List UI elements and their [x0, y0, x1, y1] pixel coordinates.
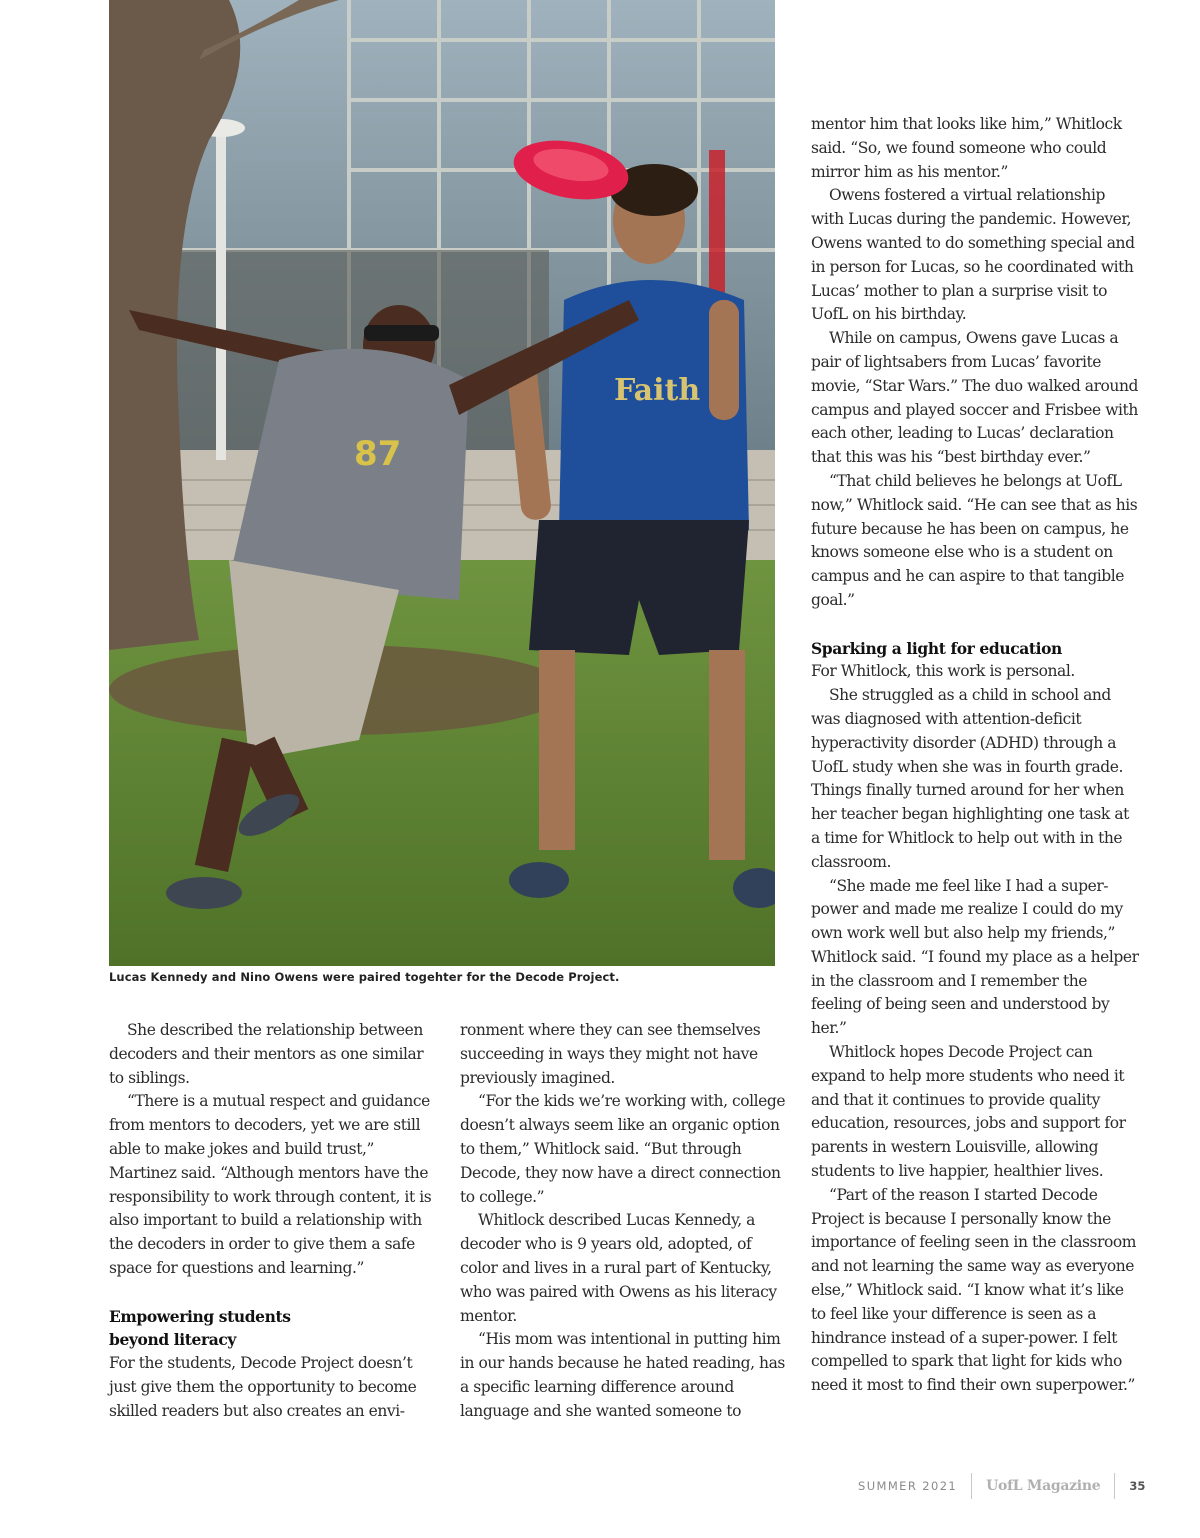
footer-divider — [971, 1473, 972, 1499]
paragraph: While on campus, Owens gave Lucas a pair of lightsabers from Lucas’ favorite movie, “Star Wars.” The duo walked around campus and played soccer and Frisbee with each other, leading to Lucas’ declaration that this was his “best birthday ever.” — [811, 329, 1138, 467]
paragraph: mentor him that looks like him,” Whitlock said. “So, we found someone who could mirror him as his mentor.” — [811, 115, 1122, 181]
page-number: 35 — [1129, 1479, 1146, 1493]
section-heading — [109, 1305, 439, 1353]
footer-divider — [1114, 1473, 1115, 1499]
paragraph: She described the relationship between decoders and their mentors as one similar to siblings. — [109, 1021, 424, 1087]
page-footer — [858, 1474, 1145, 1498]
article-column-1 — [109, 1019, 439, 1424]
paragraph: For the students, Decode Project doesn’t just give them the opportunity to become skilled readers but also creates an envi- — [109, 1354, 417, 1420]
lamp-post — [216, 130, 226, 460]
article-column-2 — [460, 1019, 790, 1424]
paragraph: “There is a mutual respect and guidance from mentors to decoders, yet we are still able to make jokes and build trust,” Martinez said. “Although mentors have the responsibility to work through content, it is also important to build a relationship with the decoders in order to give them a safe space for questions and learning.” — [109, 1092, 432, 1277]
paragraph: ronment where they can see themselves succeeding in ways they might not have previously imagined. — [460, 1021, 761, 1087]
paragraph: “Part of the reason I started Decode Project is because I personally know the importance of feeling seen in the classroom and not learning the same way as everyone else,” Whitlock said. “I know what it’s like to feel like your difference is seen as a hindrance instead of a super-power. I felt compelled to spark that light for kids who need it most to find their own superpower.” — [811, 1185, 1136, 1395]
paragraph: Owens fostered a virtual relationship with Lucas during the pandemic. However, Owens wanted to do something special and in person for Lucas, so he coordinated with Lucas’ mother to plan a surprise visit to UofL on his birthday. — [811, 186, 1135, 324]
section-heading: Sparking a light for education — [811, 638, 1062, 658]
paragraph: “That child believes he belongs at UofL now,” Whitlock said. “He can see that as his future because he has been on campus, he knows someone else who is a student on campus and he can aspire to that tangible goal.” — [811, 471, 1138, 609]
magazine-name: UofL Magazine — [986, 1478, 1101, 1494]
svg-text:87: 87 — [354, 434, 402, 474]
svg-text:Faith: Faith — [614, 373, 701, 408]
issue-season: SUMMER 2021 — [858, 1479, 958, 1493]
paragraph: “His mom was intentional in putting him in our hands because he hated reading, has a specific learning difference around language and she wanted someone to — [460, 1330, 785, 1420]
article-column-3 — [811, 113, 1141, 1398]
paragraph: She struggled as a child in school and was diagnosed with attention-deficit hyperactivity disorder (ADHD) through a UofL study when she was in fourth grade. Things finally turned around for her when her teacher began highlighting one task at a time for Whitlock to help out with in the classroom. — [811, 686, 1129, 871]
photo-caption: Lucas Kennedy and Nino Owens were paired togehter for the Decode Project. — [109, 970, 620, 984]
paragraph: Whitlock hopes Decode Project can expand to help more students who need it and that it continues to provide quality education, resources, jobs and support for parents in western Louisville, allowing students to live happier, healthier lives. — [811, 1043, 1126, 1181]
paragraph: Whitlock described Lucas Kennedy, a decoder who is 9 years old, adopted, of color and lives in a rural part of Kentucky, who was paired with Owens as his literacy mentor. — [460, 1211, 777, 1325]
paragraph: “She made me feel like I had a super-power and made me realize I could do my own work well but also help my friends,” Whitlock said. “I found my place as a helper in the classroom and I remember the feeling of being seen and understood by her.” — [811, 876, 1139, 1038]
heading-line-2: beyond literacy — [109, 1330, 236, 1350]
paragraph: “For the kids we’re working with, college doesn’t always seem like an organic option to them,” Whitlock said. “But through Decode, they now have a direct connection to college.” — [460, 1092, 786, 1206]
feature-photo — [109, 0, 775, 966]
paragraph: For Whitlock, this work is personal. — [811, 662, 1075, 681]
heading-line-1: Empowering students — [109, 1306, 291, 1326]
